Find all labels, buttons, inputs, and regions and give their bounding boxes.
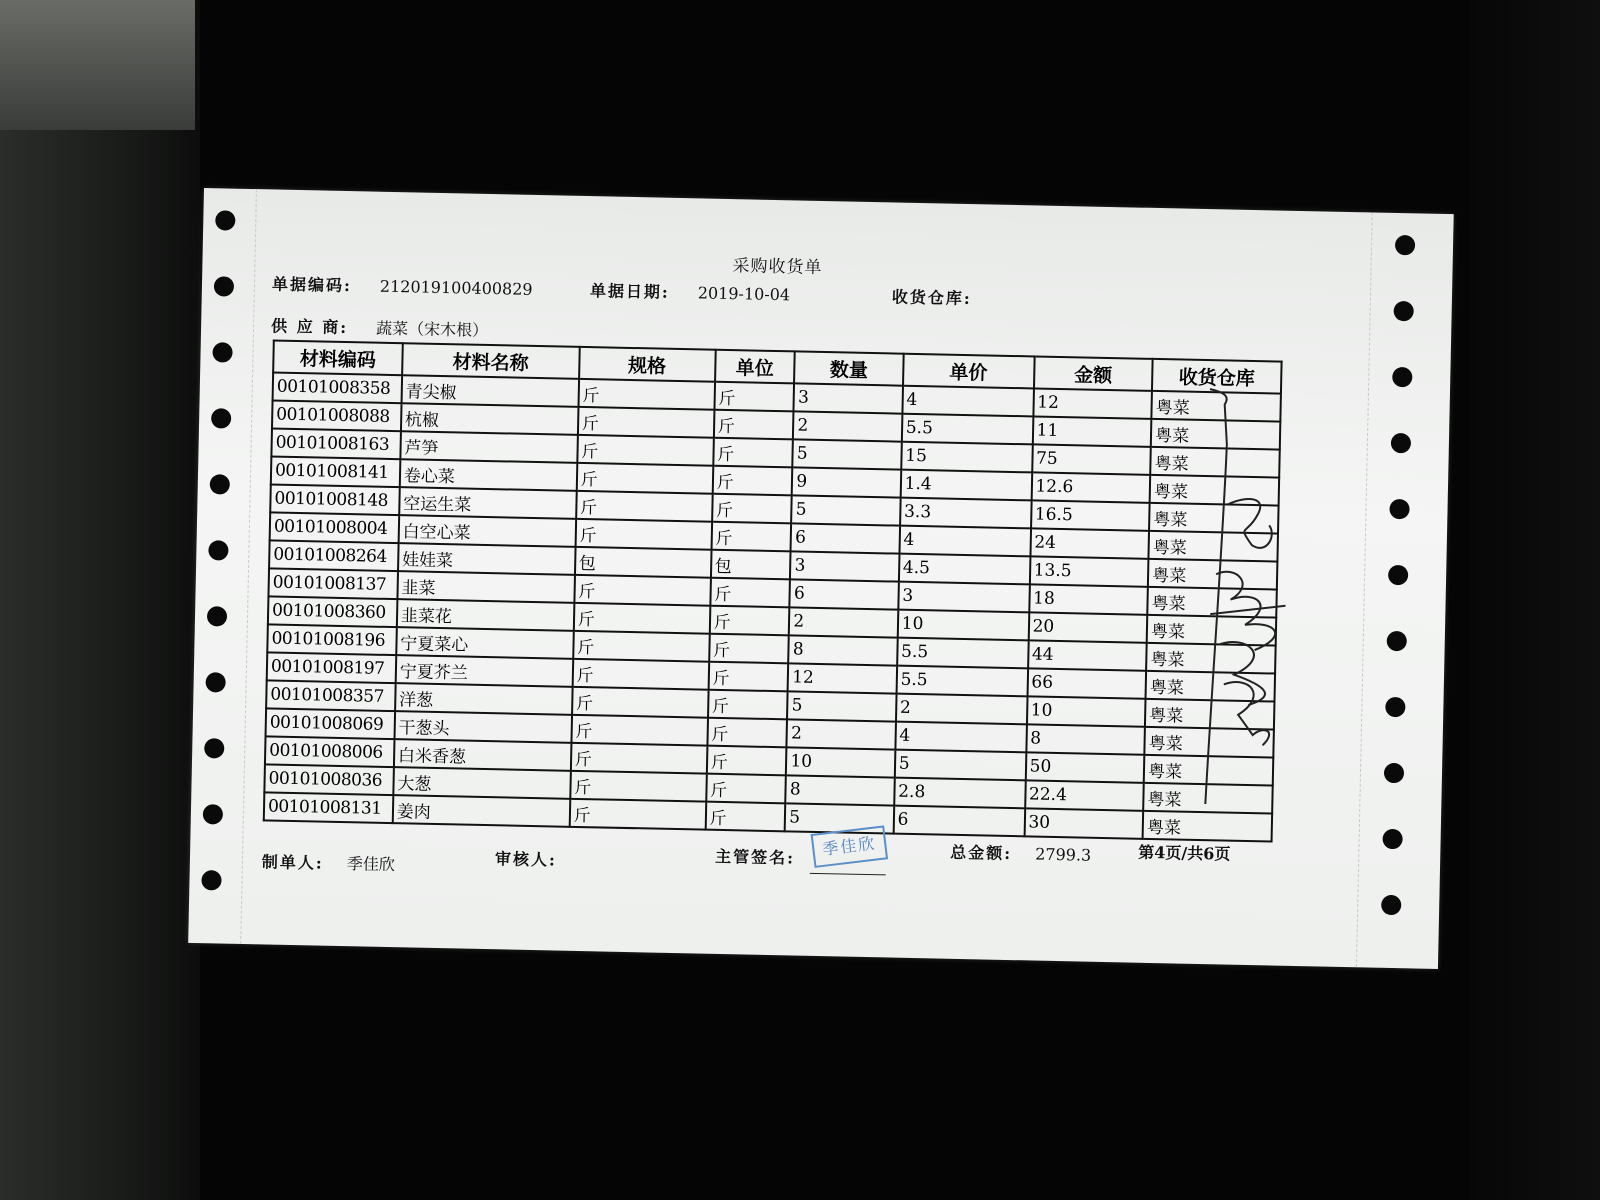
cell-material-code: 00101008197 xyxy=(267,652,396,683)
warehouse-label: 收货仓库: xyxy=(891,287,972,309)
cell-quantity: 2 xyxy=(793,411,902,441)
doc-number-label: 单据编码: xyxy=(271,274,353,296)
cell-warehouse: 粤菜 xyxy=(1146,671,1275,702)
perforation-hole xyxy=(1395,235,1415,255)
cell-unit-price: 1.4 xyxy=(900,470,1031,501)
cell-unit-price: 5 xyxy=(895,750,1026,781)
perforation-hole xyxy=(1385,697,1405,717)
cell-material-code: 00101008069 xyxy=(266,708,395,739)
cell-quantity: 5 xyxy=(785,803,894,833)
cell-amount: 8 xyxy=(1026,724,1145,754)
cell-warehouse: 粤菜 xyxy=(1144,755,1273,786)
cell-material-code: 00101008131 xyxy=(264,792,393,823)
perforation-hole xyxy=(1382,829,1402,849)
cell-unit-price: 5.5 xyxy=(897,638,1028,669)
supervisor-sign-line xyxy=(810,873,886,876)
cell-amount: 22.4 xyxy=(1025,780,1144,810)
header-warehouse: 收货仓库 xyxy=(1152,359,1282,394)
doc-number-field xyxy=(272,271,533,299)
header-unit: 单位 xyxy=(715,350,795,384)
document-title: 采购收货单 xyxy=(732,256,823,278)
cell-unit: 斤 xyxy=(706,774,786,804)
perforation-line-left xyxy=(240,189,257,944)
cell-amount: 18 xyxy=(1029,584,1148,614)
supervisor-stamp: 季佳欣 xyxy=(811,825,889,868)
doc-date-field xyxy=(590,278,791,305)
cell-unit-price: 10 xyxy=(897,610,1028,641)
cell-material-name: 白空心菜 xyxy=(398,515,575,547)
cell-unit: 斤 xyxy=(713,438,793,468)
cell-spec: 斤 xyxy=(578,407,715,438)
cell-spec: 包 xyxy=(575,547,712,578)
cell-spec: 斤 xyxy=(572,659,709,690)
cell-material-name: 韭菜花 xyxy=(397,599,574,631)
cell-material-name: 洋葱 xyxy=(395,683,572,715)
perforation-hole xyxy=(212,342,232,362)
cell-warehouse: 粤菜 xyxy=(1144,727,1273,758)
cell-amount: 11 xyxy=(1032,416,1151,446)
cell-unit-price: 4 xyxy=(895,722,1026,753)
cell-material-code: 00101008196 xyxy=(267,624,396,655)
cell-material-code: 00101008137 xyxy=(268,568,397,599)
cell-warehouse: 粤菜 xyxy=(1148,559,1277,590)
cell-amount: 20 xyxy=(1028,612,1147,642)
perforation-hole xyxy=(201,870,221,890)
background-right xyxy=(1470,0,1600,1200)
cell-amount: 12.6 xyxy=(1031,472,1150,502)
cell-unit: 斤 xyxy=(706,746,786,776)
cell-material-code: 00101008006 xyxy=(265,736,394,767)
cell-material-code: 00101008264 xyxy=(269,540,398,571)
cell-unit-price: 4 xyxy=(899,526,1030,557)
cell-unit-price: 6 xyxy=(893,806,1024,837)
perforation-holes xyxy=(204,188,1454,214)
perforation-hole xyxy=(210,474,230,494)
cell-unit-price: 4 xyxy=(902,386,1033,417)
background-left-top xyxy=(0,0,195,130)
cell-spec: 斤 xyxy=(571,715,708,746)
cell-quantity: 12 xyxy=(788,663,897,693)
supervisor-label: 主管签名: xyxy=(714,846,796,868)
perforation-hole xyxy=(211,408,231,428)
cell-quantity: 8 xyxy=(789,635,898,665)
cell-material-code: 00101008036 xyxy=(264,764,393,795)
cell-quantity: 9 xyxy=(792,467,901,497)
cell-material-name: 芦笋 xyxy=(400,431,577,463)
cell-quantity: 2 xyxy=(789,607,898,637)
cell-unit-price: 3 xyxy=(898,582,1029,613)
receipt-paper xyxy=(188,188,1454,969)
cell-material-name: 干葱头 xyxy=(394,711,571,743)
cell-spec: 斤 xyxy=(574,575,711,606)
cell-quantity: 5 xyxy=(791,495,900,525)
doc-date-label: 单据日期: xyxy=(589,281,671,302)
cell-unit: 斤 xyxy=(709,606,789,636)
cell-spec: 斤 xyxy=(577,435,714,466)
cell-unit-price: 4.5 xyxy=(899,554,1030,585)
cell-unit: 斤 xyxy=(713,410,793,440)
header-quantity: 数量 xyxy=(794,351,903,385)
cell-amount: 16.5 xyxy=(1031,500,1150,530)
header-spec: 规格 xyxy=(579,347,716,382)
cell-spec: 斤 xyxy=(571,743,708,774)
cell-material-name: 杭椒 xyxy=(401,403,578,435)
cell-material-code: 00101008088 xyxy=(272,400,401,431)
cell-amount: 50 xyxy=(1025,752,1144,782)
cell-warehouse: 粤菜 xyxy=(1145,699,1274,730)
cell-material-name: 大葱 xyxy=(393,767,570,799)
cell-unit: 斤 xyxy=(708,662,788,692)
cell-warehouse: 粤菜 xyxy=(1150,475,1279,506)
perforation-hole xyxy=(215,210,235,230)
perforation-hole xyxy=(203,804,223,824)
perforation-hole xyxy=(1387,631,1407,651)
cell-material-code: 00101008148 xyxy=(270,484,399,515)
cell-unit: 斤 xyxy=(705,802,785,832)
cell-warehouse: 粤菜 xyxy=(1151,419,1280,450)
cell-warehouse: 粤菜 xyxy=(1143,783,1272,814)
perforation-hole xyxy=(1393,301,1413,321)
cell-spec: 斤 xyxy=(569,799,706,830)
cell-material-code: 00101008163 xyxy=(271,428,400,459)
cell-unit-price: 2 xyxy=(896,694,1027,725)
cell-amount: 12 xyxy=(1033,388,1152,418)
perforation-hole xyxy=(204,738,224,758)
cell-quantity: 3 xyxy=(794,383,903,413)
cell-spec: 斤 xyxy=(572,687,709,718)
supplier-label: 供 应 商: xyxy=(270,316,349,338)
cell-material-code: 00101008357 xyxy=(266,680,395,711)
cell-unit: 斤 xyxy=(709,634,789,664)
cell-quantity: 6 xyxy=(790,579,899,609)
cell-material-name: 空运生菜 xyxy=(399,487,576,519)
cell-unit: 包 xyxy=(711,550,791,580)
cell-material-name: 韭菜 xyxy=(397,571,574,603)
total-label: 总金额: xyxy=(950,842,1013,864)
cell-unit: 斤 xyxy=(708,690,788,720)
header-material-code: 材料编码 xyxy=(273,340,402,375)
cell-spec: 斤 xyxy=(570,771,707,802)
cell-material-code: 00101008004 xyxy=(270,512,399,543)
supplier-value: 蔬菜（宋木根） xyxy=(375,318,489,340)
reviewer-field xyxy=(495,846,557,870)
cell-quantity: 5 xyxy=(793,439,902,469)
perforation-hole xyxy=(1389,499,1409,519)
perforation-hole xyxy=(205,672,225,692)
cell-amount: 75 xyxy=(1032,444,1151,474)
maker-label: 制单人: xyxy=(261,852,325,873)
cell-material-name: 宁夏菜心 xyxy=(396,627,573,659)
cell-warehouse: 粤菜 xyxy=(1150,447,1279,478)
cell-material-name: 青尖椒 xyxy=(401,375,578,407)
cell-unit: 斤 xyxy=(712,466,792,496)
perforation-hole xyxy=(1381,895,1401,915)
header-amount: 金额 xyxy=(1034,356,1153,390)
perforation-hole xyxy=(1391,433,1411,453)
cell-warehouse: 粤菜 xyxy=(1147,587,1276,618)
header-unit-price: 单价 xyxy=(903,354,1034,389)
cell-material-name: 姜肉 xyxy=(393,795,570,827)
cell-quantity: 2 xyxy=(787,719,896,749)
perforation-hole xyxy=(1392,367,1412,387)
maker-field xyxy=(262,849,395,875)
cell-warehouse: 粤菜 xyxy=(1143,811,1272,842)
background-left xyxy=(0,0,200,1200)
perforation-hole xyxy=(1384,763,1404,783)
cell-material-name: 白米香葱 xyxy=(394,739,571,771)
items-table xyxy=(263,339,1283,842)
cell-spec: 斤 xyxy=(578,379,715,410)
total-value: 2799.3 xyxy=(1035,844,1092,865)
cell-warehouse: 粤菜 xyxy=(1149,503,1278,534)
cell-warehouse: 粤菜 xyxy=(1146,643,1275,674)
warehouse-field xyxy=(892,284,1000,309)
cell-amount: 30 xyxy=(1024,808,1143,838)
cell-quantity: 3 xyxy=(790,551,899,581)
cell-unit-price: 3.3 xyxy=(900,498,1031,529)
perforation-hole xyxy=(214,276,234,296)
cell-unit: 斤 xyxy=(707,718,787,748)
cell-material-name: 宁夏芥兰 xyxy=(395,655,572,687)
perforation-line-right xyxy=(1356,212,1373,967)
reviewer-label: 审核人: xyxy=(494,849,558,870)
supplier-field xyxy=(271,313,489,341)
cell-unit-price: 5.5 xyxy=(902,414,1033,445)
cell-material-name: 娃娃菜 xyxy=(398,543,575,575)
cell-material-code: 00101008358 xyxy=(273,372,402,403)
cell-amount: 24 xyxy=(1030,528,1149,558)
page-info: 第4页/共6页 xyxy=(1138,842,1231,864)
cell-unit: 斤 xyxy=(712,494,792,524)
perforation-hole xyxy=(207,606,227,626)
header-material-name: 材料名称 xyxy=(402,343,579,379)
cell-unit: 斤 xyxy=(710,578,790,608)
cell-amount: 66 xyxy=(1027,668,1146,698)
handwritten-signature xyxy=(1191,384,1310,806)
cell-quantity: 10 xyxy=(786,747,895,777)
cell-material-code: 00101008141 xyxy=(271,456,400,487)
cell-unit: 斤 xyxy=(714,382,794,412)
cell-quantity: 8 xyxy=(786,775,895,805)
perforation-hole xyxy=(208,540,228,560)
cell-spec: 斤 xyxy=(576,491,713,522)
cell-material-name: 卷心菜 xyxy=(400,459,577,491)
supervisor-field xyxy=(715,844,795,869)
cell-spec: 斤 xyxy=(575,519,712,550)
cell-spec: 斤 xyxy=(573,603,710,634)
cell-spec: 斤 xyxy=(573,631,710,662)
total-field xyxy=(950,840,1091,866)
doc-date-value: 2019-10-04 xyxy=(697,283,791,305)
cell-unit-price: 2.8 xyxy=(894,778,1025,809)
cell-amount: 13.5 xyxy=(1029,556,1148,586)
perforation-hole xyxy=(1388,565,1408,585)
cell-warehouse: 粤菜 xyxy=(1151,391,1280,422)
cell-spec: 斤 xyxy=(576,463,713,494)
doc-number-value: 212019100400829 xyxy=(379,276,533,299)
cell-amount: 10 xyxy=(1026,696,1145,726)
cell-quantity: 6 xyxy=(791,523,900,553)
cell-warehouse: 粤菜 xyxy=(1149,531,1278,562)
cell-unit: 斤 xyxy=(711,522,791,552)
cell-quantity: 5 xyxy=(787,691,896,721)
maker-value: 季佳欣 xyxy=(346,854,396,875)
cell-material-code: 00101008360 xyxy=(268,596,397,627)
cell-amount: 44 xyxy=(1028,640,1147,670)
cell-unit-price: 5.5 xyxy=(896,666,1027,697)
cell-unit-price: 15 xyxy=(901,442,1032,473)
cell-warehouse: 粤菜 xyxy=(1147,615,1276,646)
